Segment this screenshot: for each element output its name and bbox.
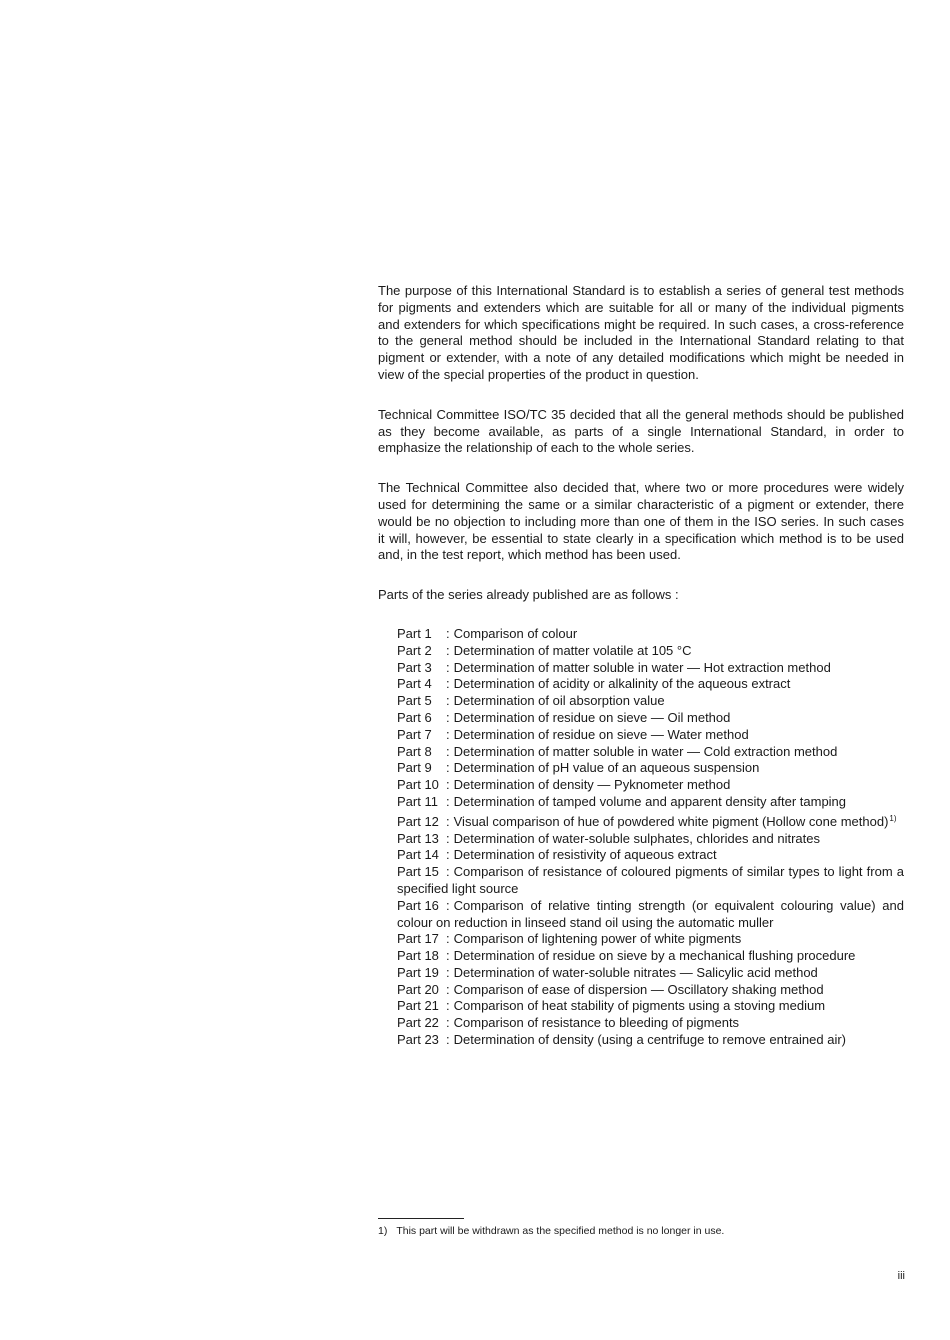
part-title: Visual comparison of hue of powdered white pigment (Hollow cone method) [453, 813, 889, 829]
part-title: Comparison of heat stability of pigments using a stoving medium [453, 998, 826, 1014]
part-list-item [397, 898, 904, 932]
part-title: Comparison of ease of dispersion — Oscillatory shaking method [453, 981, 824, 997]
part-label: Part 18 [397, 948, 439, 964]
part-list-item [397, 760, 904, 777]
part-title: Comparison of relative tinting strength (or equivalent colouring value) and colour on reduction in linseed stand oil using the automatic muller [397, 897, 904, 930]
part-label: Part 9 [397, 760, 432, 776]
part-separator: : [446, 830, 450, 846]
part-list-item [397, 643, 904, 660]
part-title: Determination of density (using a centrifuge to remove entrained air) [453, 1032, 846, 1048]
part-title: Determination of matter soluble in water — Hot extraction method [453, 659, 831, 675]
part-title: Determination of oil absorption value [453, 693, 665, 709]
part-separator: : [446, 676, 450, 692]
part-list-item [397, 744, 904, 761]
part-label: Part 16 [397, 897, 439, 913]
part-list-item [397, 693, 904, 710]
part-separator: : [446, 1015, 450, 1031]
part-label: Part 8 [397, 743, 432, 759]
part-label: Part 21 [397, 998, 439, 1014]
part-label: Part 7 [397, 726, 432, 742]
part-title: Determination of water-soluble sulphates, chlorides and nitrates [453, 830, 820, 846]
paragraph-parts-intro: Parts of the series already published are as follows : [378, 587, 679, 603]
part-separator: : [446, 793, 450, 809]
part-separator: : [446, 777, 450, 793]
part-list-item [397, 948, 904, 965]
part-separator: : [446, 760, 450, 776]
part-title: Comparison of colour [453, 625, 578, 641]
footnote-marker: 1) [378, 1225, 388, 1237]
part-label: Part 22 [397, 1015, 439, 1031]
part-list-item [397, 864, 904, 898]
footnote [378, 1224, 904, 1238]
footnote-text: This part will be withdrawn as the specified method is no longer in use. [396, 1225, 725, 1237]
part-separator: : [446, 693, 450, 709]
part-label: Part 12 [397, 813, 439, 829]
part-title: Comparison of resistance of coloured pigments of similar types to light from a specified light source [397, 864, 904, 896]
part-label: Part 19 [397, 964, 439, 980]
page-number: iii [897, 1270, 905, 1282]
part-label: Part 4 [397, 676, 432, 692]
part-list-item [397, 998, 904, 1015]
part-list-item [397, 777, 904, 794]
part-list-item [397, 831, 904, 848]
part-title: Determination of residue on sieve by a mechanical flushing procedure [453, 948, 856, 964]
part-label: Part 14 [397, 847, 439, 863]
part-separator: : [446, 931, 450, 947]
part-title: Comparison of lightening power of white pigments [453, 931, 742, 947]
part-list-item [397, 965, 904, 982]
parts-list [397, 626, 904, 1049]
part-title: Determination of acidity or alkalinity of the aqueous extract [453, 676, 791, 692]
part-separator: : [446, 709, 450, 725]
part-label: Part 11 [397, 793, 438, 809]
paragraph-purpose: The purpose of this International Standard is to establish a series of general test methods for pigments and extenders which are suitable for all or many of the individual pigments and extenders for which specifications might be required. In such cases, a cross-reference to the general method should be included in the International Standard relating to that pigment or extender, with a note of any detailed modifications which might be needed in view of the special properties of the product in question. [378, 283, 904, 382]
foreword-body [378, 283, 904, 1049]
part-list-item [397, 626, 904, 643]
part-list-item [397, 847, 904, 864]
part-list-item [397, 982, 904, 999]
part-separator: : [446, 625, 450, 641]
part-title: Determination of residue on sieve — Oil method [453, 709, 731, 725]
part-separator: : [446, 981, 450, 997]
part-label: Part 6 [397, 709, 432, 725]
part-label: Part 17 [397, 931, 439, 947]
part-label: Part 15 [397, 864, 439, 880]
part-separator: : [446, 864, 450, 880]
part-list-item [397, 710, 904, 727]
part-label: Part 2 [397, 642, 432, 658]
part-list-item [397, 794, 904, 811]
part-separator: : [446, 659, 450, 675]
part-list-item [397, 1032, 904, 1049]
part-separator: : [446, 642, 450, 658]
part-separator: : [446, 813, 450, 829]
part-list-item [397, 1015, 904, 1032]
footnote-divider [378, 1218, 464, 1219]
part-title: Determination of pH value of an aqueous suspension [453, 760, 760, 776]
part-list-item [397, 660, 904, 677]
part-title: Comparison of resistance to bleeding of pigments [453, 1015, 740, 1031]
part-separator: : [446, 998, 450, 1014]
part-label: Part 10 [397, 777, 439, 793]
part-label: Part 20 [397, 981, 439, 997]
part-label: Part 1 [397, 625, 432, 641]
part-title: Determination of matter soluble in water — Cold extraction method [453, 743, 838, 759]
part-label: Part 5 [397, 693, 432, 709]
part-list-item [397, 727, 904, 744]
footnote-reference: 1) [889, 813, 897, 823]
part-list-item [397, 811, 904, 831]
part-label: Part 3 [397, 659, 432, 675]
part-title: Determination of density — Pyknometer method [453, 777, 731, 793]
part-title: Determination of matter volatile at 105 °C [453, 642, 692, 658]
part-title: Determination of residue on sieve — Water method [453, 726, 749, 742]
part-separator: : [446, 743, 450, 759]
part-separator: : [446, 847, 450, 863]
part-list-item [397, 676, 904, 693]
part-separator: : [446, 726, 450, 742]
part-separator: : [446, 948, 450, 964]
part-label: Part 23 [397, 1032, 439, 1048]
part-separator: : [446, 964, 450, 980]
part-separator: : [446, 1032, 450, 1048]
part-list-item [397, 931, 904, 948]
part-separator: : [446, 897, 450, 913]
paragraph-committee-decision: Technical Committee ISO/TC 35 decided that all the general methods should be published as they become available, as parts of a single International Standard, in order to emphasize the relationship of each to the whole series. [378, 406, 904, 456]
part-title: Determination of water-soluble nitrates — Salicylic acid method [453, 964, 818, 980]
paragraph-multiple-procedures: The Technical Committee also decided that, where two or more procedures were widely used for determining the same or a similar characteristic of a pigment or extender, there would be no objection to including more than one of them in the ISO series. In such cases it will, however, be essential to state clearly in a specification which method is to be used and, in the test report, which method has been used. [378, 480, 904, 563]
part-title: Determination of resistivity of aqueous extract [453, 847, 717, 863]
part-title: Determination of tamped volume and apparent density after tamping [453, 793, 847, 809]
part-label: Part 13 [397, 830, 439, 846]
